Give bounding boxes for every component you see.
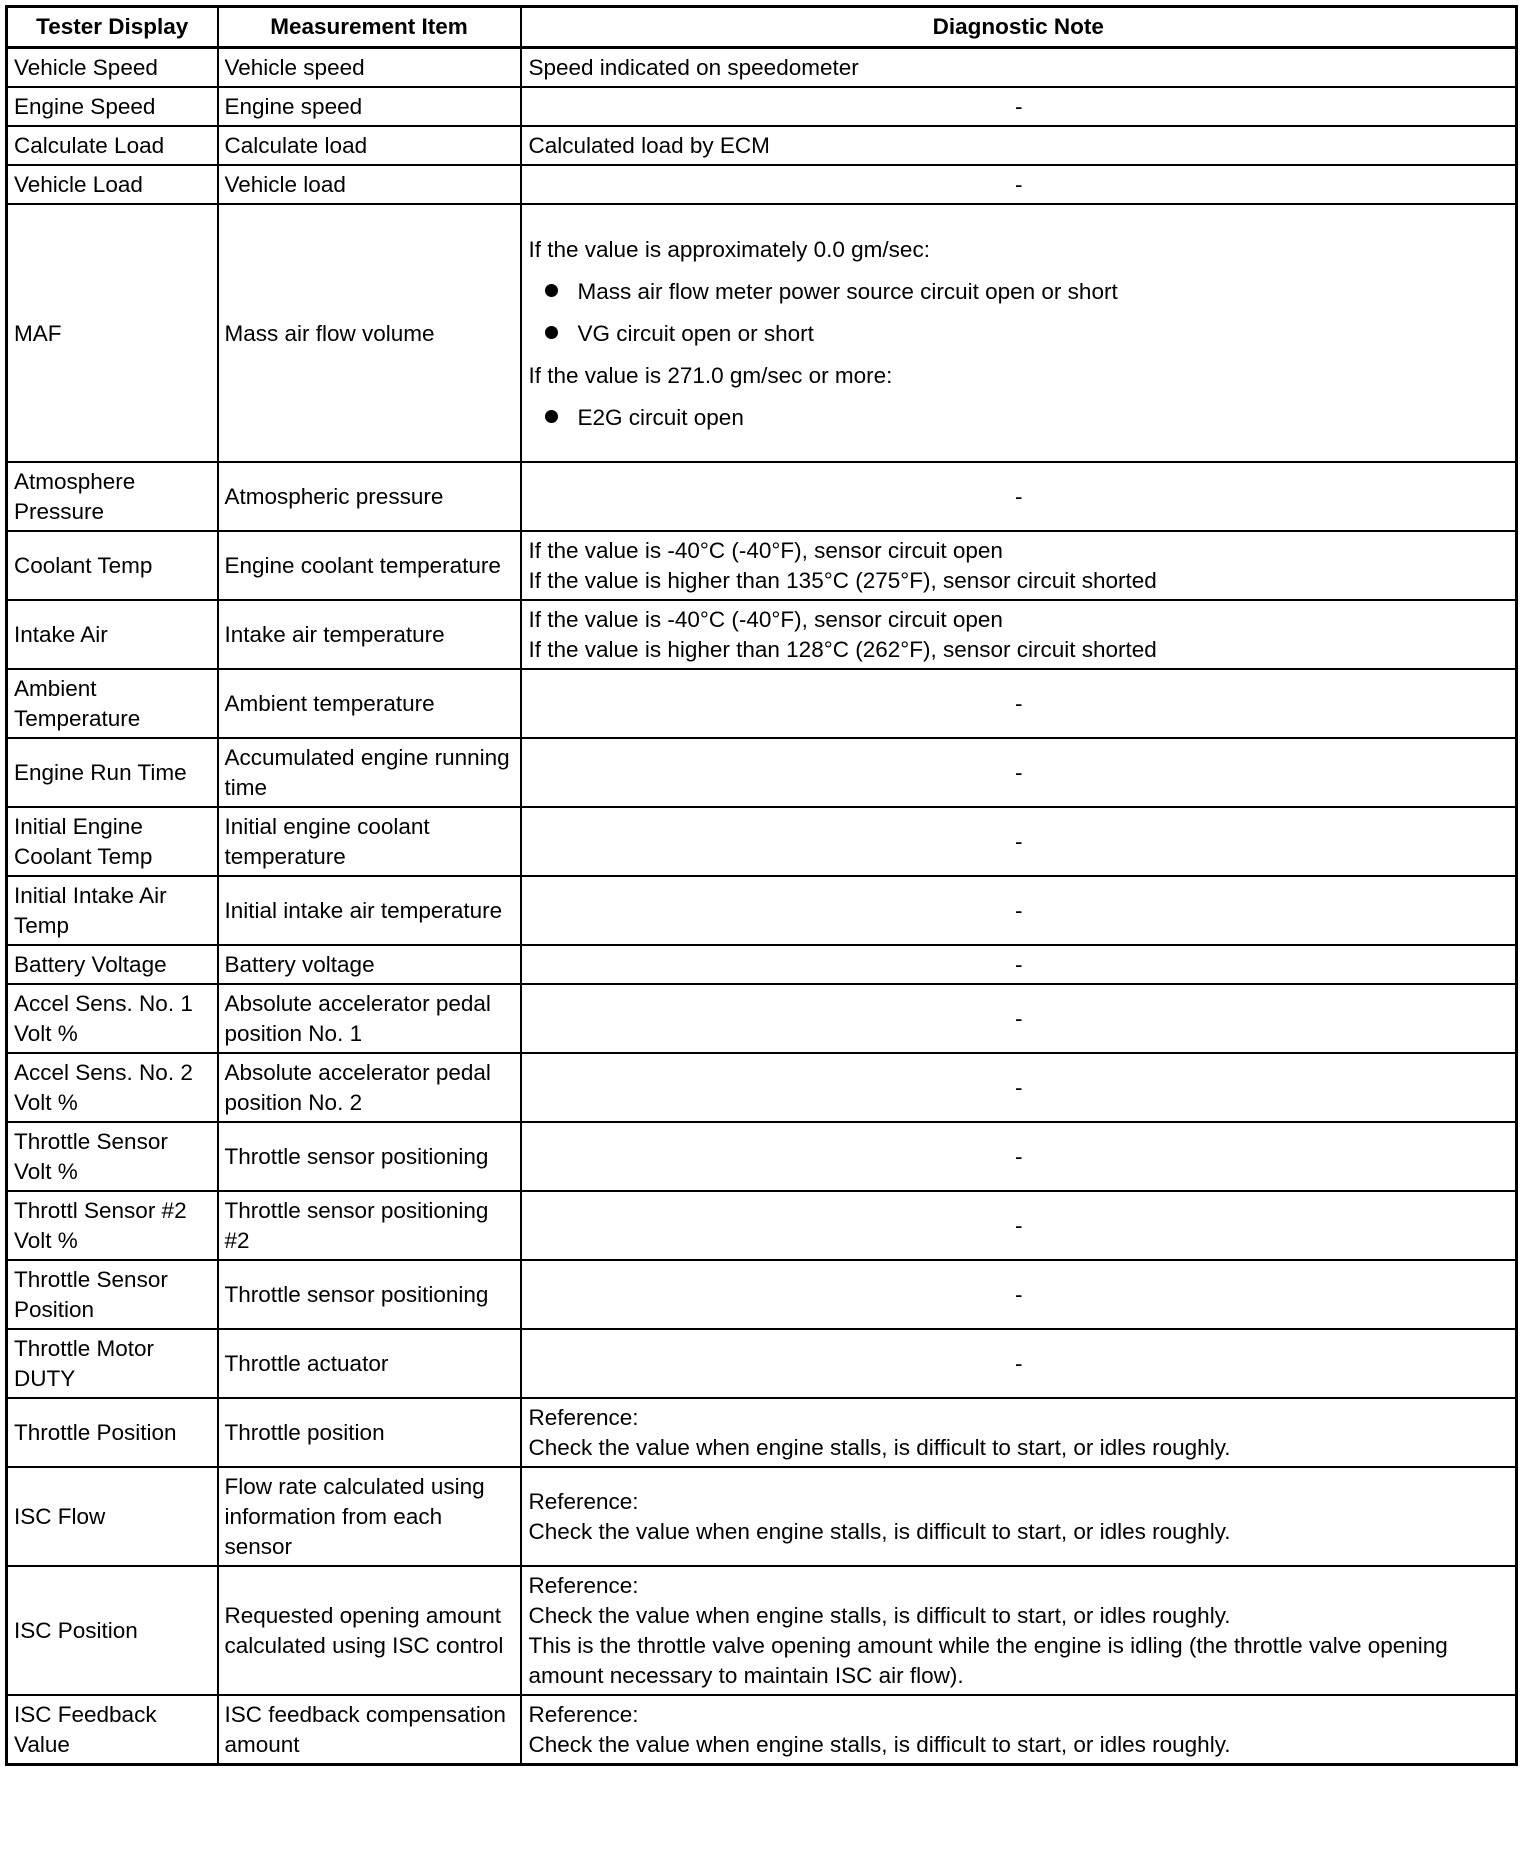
bullet-item: Mass air flow meter power source circuit open or short <box>529 277 1510 307</box>
tester-display-cell: Coolant Temp <box>7 531 218 600</box>
table-row <box>7 876 1517 945</box>
note-line: If the value is -40°C (-40°F), sensor circuit open <box>528 538 1003 563</box>
measurement-item-cell: Initial intake air temperature <box>218 876 521 945</box>
note-line: Calculated load by ECM <box>528 133 770 158</box>
note-line: Reference: <box>528 1702 639 1727</box>
table-row <box>7 1053 1517 1122</box>
measurement-item-cell: Absolute accelerator pedal position No. 1 <box>218 984 521 1053</box>
measurement-item-cell: Requested opening amount calculated using ISC control <box>218 1566 521 1695</box>
tester-display-cell: Throttle Sensor Volt % <box>7 1122 218 1191</box>
tester-display-cell: ISC Position <box>7 1566 218 1695</box>
table-row <box>7 1695 1517 1765</box>
table-row <box>7 600 1517 669</box>
note-line: Reference: <box>528 1405 639 1430</box>
bullet-icon <box>545 326 558 339</box>
diagnostic-note-cell: - <box>521 669 1517 738</box>
measurement-item-cell: Atmospheric pressure <box>218 462 521 531</box>
tester-display-cell: Throttle Sensor Position <box>7 1260 218 1329</box>
diagnostic-note-cell <box>521 1398 1517 1467</box>
table-row <box>7 945 1517 984</box>
tester-display-cell: Engine Run Time <box>7 738 218 807</box>
diagnostic-note-cell <box>521 1695 1517 1765</box>
bullet-item: E2G circuit open <box>529 403 1510 433</box>
table-row <box>7 1467 1517 1566</box>
measurement-item-cell: Throttle actuator <box>218 1329 521 1398</box>
table-row <box>7 531 1517 600</box>
table-row <box>7 1122 1517 1191</box>
diagnostic-note-cell <box>521 531 1517 600</box>
note-line: Speed indicated on speedometer <box>528 55 859 80</box>
table-row <box>7 204 1517 462</box>
tester-display-cell: Initial Engine Coolant Temp <box>7 807 218 876</box>
diagnostic-note-cell: - <box>521 738 1517 807</box>
header-tester-display: Tester Display <box>7 7 218 48</box>
diagnostic-note-cell <box>521 1566 1517 1695</box>
note-line: If the value is 271.0 gm/sec or more: <box>528 362 893 388</box>
measurement-item-cell: Throttle sensor positioning <box>218 1260 521 1329</box>
note-line: This is the throttle valve opening amount while the engine is idling (the throttle valve opening amount necessary to maintain ISC air flow). <box>528 1633 1448 1688</box>
data-list-table <box>5 5 1518 1766</box>
header-measurement-item: Measurement Item <box>218 7 521 48</box>
diagnostic-note-cell: - <box>521 1122 1517 1191</box>
bullet-icon <box>545 284 558 297</box>
table-row <box>7 126 1517 165</box>
tester-display-cell: Accel Sens. No. 2 Volt % <box>7 1053 218 1122</box>
tester-display-cell: Intake Air <box>7 600 218 669</box>
diagnostic-note-cell <box>521 126 1517 165</box>
diagnostic-note-cell: - <box>521 984 1517 1053</box>
table-row <box>7 1260 1517 1329</box>
diagnostic-note-cell: - <box>521 165 1517 204</box>
tester-display-cell: ISC Flow <box>7 1467 218 1566</box>
tester-display-cell: ISC Feedback Value <box>7 1695 218 1765</box>
measurement-item-cell: Vehicle speed <box>218 48 521 88</box>
tester-display-cell: Battery Voltage <box>7 945 218 984</box>
data-list-table-container <box>5 5 1515 1766</box>
tester-display-cell: MAF <box>7 204 218 462</box>
diagnostic-note-cell: - <box>521 462 1517 531</box>
measurement-item-cell: Absolute accelerator pedal position No. 2 <box>218 1053 521 1122</box>
diagnostic-note-cell: - <box>521 1260 1517 1329</box>
measurement-item-cell: Calculate load <box>218 126 521 165</box>
note-line: If the value is higher than 135°C (275°F), sensor circuit shorted <box>528 568 1157 593</box>
measurement-item-cell: Engine coolant temperature <box>218 531 521 600</box>
note-line: Check the value when engine stalls, is difficult to start, or idles roughly. <box>528 1435 1231 1460</box>
tester-display-cell: Accel Sens. No. 1 Volt % <box>7 984 218 1053</box>
table-row <box>7 87 1517 126</box>
note-line: If the value is higher than 128°C (262°F), sensor circuit shorted <box>528 637 1157 662</box>
bullet-item: VG circuit open or short <box>529 319 1510 349</box>
tester-display-cell: Engine Speed <box>7 87 218 126</box>
measurement-item-cell: Intake air temperature <box>218 600 521 669</box>
tester-display-cell: Calculate Load <box>7 126 218 165</box>
table-row <box>7 1398 1517 1467</box>
note-line: If the value is -40°C (-40°F), sensor circuit open <box>528 607 1003 632</box>
note-line: Check the value when engine stalls, is difficult to start, or idles roughly. <box>528 1519 1231 1544</box>
diagnostic-note-cell: - <box>521 1329 1517 1398</box>
note-line: Check the value when engine stalls, is difficult to start, or idles roughly. <box>528 1603 1231 1628</box>
table-row <box>7 984 1517 1053</box>
note-line: Check the value when engine stalls, is difficult to start, or idles roughly. <box>528 1732 1231 1757</box>
table-row <box>7 48 1517 88</box>
tester-display-cell: Vehicle Speed <box>7 48 218 88</box>
measurement-item-cell: Throttle sensor positioning <box>218 1122 521 1191</box>
note-line: Reference: <box>528 1573 639 1598</box>
table-row <box>7 807 1517 876</box>
diagnostic-note-cell: - <box>521 87 1517 126</box>
tester-display-cell: Atmosphere Pressure <box>7 462 218 531</box>
header-diagnostic-note: Diagnostic Note <box>521 7 1517 48</box>
diagnostic-note-cell <box>521 600 1517 669</box>
measurement-item-cell: Throttle sensor positioning #2 <box>218 1191 521 1260</box>
tester-display-cell: Vehicle Load <box>7 165 218 204</box>
diagnostic-note-cell: - <box>521 1053 1517 1122</box>
tester-display-cell: Initial Intake Air Temp <box>7 876 218 945</box>
measurement-item-cell: Initial engine coolant temperature <box>218 807 521 876</box>
table-row <box>7 1566 1517 1695</box>
diagnostic-note-cell: - <box>521 807 1517 876</box>
note-line: If the value is approximately 0.0 gm/sec: <box>528 236 930 262</box>
diagnostic-note-cell <box>521 48 1517 88</box>
table-row <box>7 1191 1517 1260</box>
bullet-icon <box>545 410 558 423</box>
tester-display-cell: Throttle Motor DUTY <box>7 1329 218 1398</box>
table-row <box>7 669 1517 738</box>
tester-display-cell: Throttle Position <box>7 1398 218 1467</box>
measurement-item-cell: Accumulated engine running time <box>218 738 521 807</box>
measurement-item-cell: Throttle position <box>218 1398 521 1467</box>
diagnostic-note-cell: - <box>521 1191 1517 1260</box>
measurement-item-cell: Battery voltage <box>218 945 521 984</box>
measurement-item-cell: Engine speed <box>218 87 521 126</box>
measurement-item-cell: Ambient temperature <box>218 669 521 738</box>
table-row <box>7 165 1517 204</box>
diagnostic-note-cell <box>521 1467 1517 1566</box>
diagnostic-note-cell: - <box>521 945 1517 984</box>
measurement-item-cell: Mass air flow volume <box>218 204 521 462</box>
table-row <box>7 462 1517 531</box>
table-row <box>7 738 1517 807</box>
measurement-item-cell: Vehicle load <box>218 165 521 204</box>
measurement-item-cell: Flow rate calculated using information from each sensor <box>218 1467 521 1566</box>
diagnostic-note-cell <box>521 204 1517 462</box>
tester-display-cell: Ambient Temperature <box>7 669 218 738</box>
table-header-row <box>7 7 1517 48</box>
diagnostic-note-cell: - <box>521 876 1517 945</box>
tester-display-cell: Throttl Sensor #2 Volt % <box>7 1191 218 1260</box>
table-row <box>7 1329 1517 1398</box>
note-line: Reference: <box>528 1489 639 1514</box>
measurement-item-cell: ISC feedback compensation amount <box>218 1695 521 1765</box>
